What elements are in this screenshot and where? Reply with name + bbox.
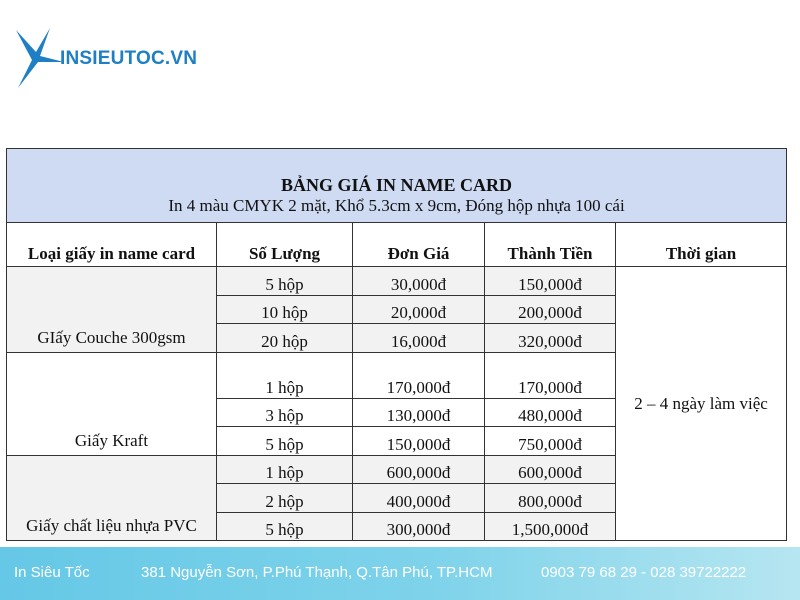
paper-type-cell: Giấy Kraft <box>7 352 217 455</box>
price-table <box>6 148 787 541</box>
unit-price-cell: 150,000đ <box>353 427 485 456</box>
footer-bar <box>0 547 800 600</box>
qty-cell: 1 hộp <box>217 352 353 398</box>
paper-type-cell: GIấy Couche 300gsm <box>7 267 217 353</box>
unit-price-cell: 400,000đ <box>353 484 485 513</box>
total-cell: 320,000đ <box>485 324 616 353</box>
total-cell: 750,000đ <box>485 427 616 456</box>
table-subtitle: In 4 màu CMYK 2 mặt, Khổ 5.3cm x 9cm, Đóng hộp nhựa 100 cái <box>168 195 625 215</box>
header-quantity: Số Lượng <box>217 223 353 267</box>
brand-logo <box>10 22 210 92</box>
footer-phone: 0903 79 68 29 - 028 39722222 <box>541 564 747 581</box>
qty-cell: 1 hộp <box>217 455 353 484</box>
table-row <box>7 267 787 296</box>
qty-cell: 3 hộp <box>217 398 353 427</box>
qty-cell: 5 hộp <box>217 267 353 296</box>
footer-company: In Siêu Tốc <box>14 564 90 581</box>
total-cell: 800,000đ <box>485 484 616 513</box>
total-cell: 170,000đ <box>485 352 616 398</box>
paper-type-cell: Giấy chất liệu nhựa PVC <box>7 455 217 541</box>
total-cell: 150,000đ <box>485 267 616 296</box>
total-cell: 600,000đ <box>485 455 616 484</box>
total-cell: 1,500,000đ <box>485 512 616 541</box>
unit-price-cell: 600,000đ <box>353 455 485 484</box>
total-cell: 480,000đ <box>485 398 616 427</box>
logo-text: INSIEUTOC.VN <box>60 48 198 69</box>
qty-cell: 5 hộp <box>217 427 353 456</box>
unit-price-cell: 20,000đ <box>353 295 485 324</box>
unit-price-cell: 16,000đ <box>353 324 485 353</box>
table-header-row <box>7 223 787 267</box>
qty-cell: 5 hộp <box>217 512 353 541</box>
unit-price-cell: 130,000đ <box>353 398 485 427</box>
qty-cell: 2 hộp <box>217 484 353 513</box>
header-paper: Loại giấy in name card <box>7 223 217 267</box>
unit-price-cell: 170,000đ <box>353 352 485 398</box>
unit-price-cell: 30,000đ <box>353 267 485 296</box>
header-unit-price: Đơn Giá <box>353 223 485 267</box>
qty-cell: 20 hộp <box>217 324 353 353</box>
delivery-time-cell: 2 – 4 ngày làm việc <box>616 267 787 541</box>
header-time: Thời gian <box>616 223 787 267</box>
header-total: Thành Tiền <box>485 223 616 267</box>
table-title-cell <box>7 149 787 223</box>
footer-address: 381 Nguyễn Sơn, P.Phú Thạnh, Q.Tân Phú, TP.HCM <box>141 564 493 581</box>
table-title: BẢNG GIÁ IN NAME CARD <box>281 174 513 195</box>
total-cell: 200,000đ <box>485 295 616 324</box>
qty-cell: 10 hộp <box>217 295 353 324</box>
unit-price-cell: 300,000đ <box>353 512 485 541</box>
